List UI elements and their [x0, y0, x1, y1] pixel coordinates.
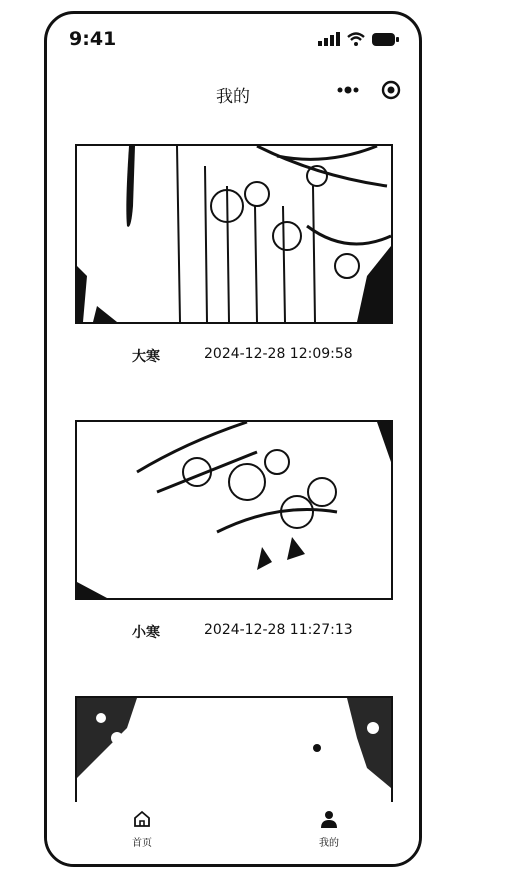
tab-mine-label: 我的 — [319, 838, 339, 849]
tab-bar — [47, 802, 419, 864]
post-image[interactable] — [75, 696, 393, 806]
nav-bar — [47, 72, 419, 112]
wifi-icon — [347, 32, 365, 46]
battery-icon — [372, 33, 399, 46]
close-miniprogram-icon[interactable] — [381, 80, 401, 100]
tab-home-label: 首页 — [132, 838, 152, 849]
page-title: 我的 — [216, 87, 250, 107]
post-card[interactable] — [47, 144, 419, 420]
post-title: 小寒 — [132, 625, 160, 641]
mini-program-capsule — [337, 80, 401, 100]
post-image[interactable] — [75, 144, 393, 324]
phone-frame — [44, 11, 422, 867]
status-icons — [318, 32, 399, 46]
post-title: 大寒 — [132, 349, 160, 365]
tab-home[interactable] — [112, 810, 172, 849]
post-feed[interactable] — [47, 144, 419, 806]
signal-icon — [318, 32, 340, 46]
status-bar — [47, 14, 419, 64]
home-icon — [133, 810, 151, 828]
post-card[interactable] — [47, 420, 419, 696]
post-date: 2024-12-28 11:27:13 — [204, 622, 353, 638]
post-date: 2024-12-28 12:09:58 — [204, 346, 353, 362]
post-image[interactable] — [75, 420, 393, 600]
status-time: 9:41 — [69, 28, 117, 50]
tab-mine[interactable] — [299, 810, 359, 849]
post-card[interactable] — [47, 696, 419, 806]
user-icon — [320, 810, 338, 828]
more-icon[interactable] — [337, 86, 359, 94]
